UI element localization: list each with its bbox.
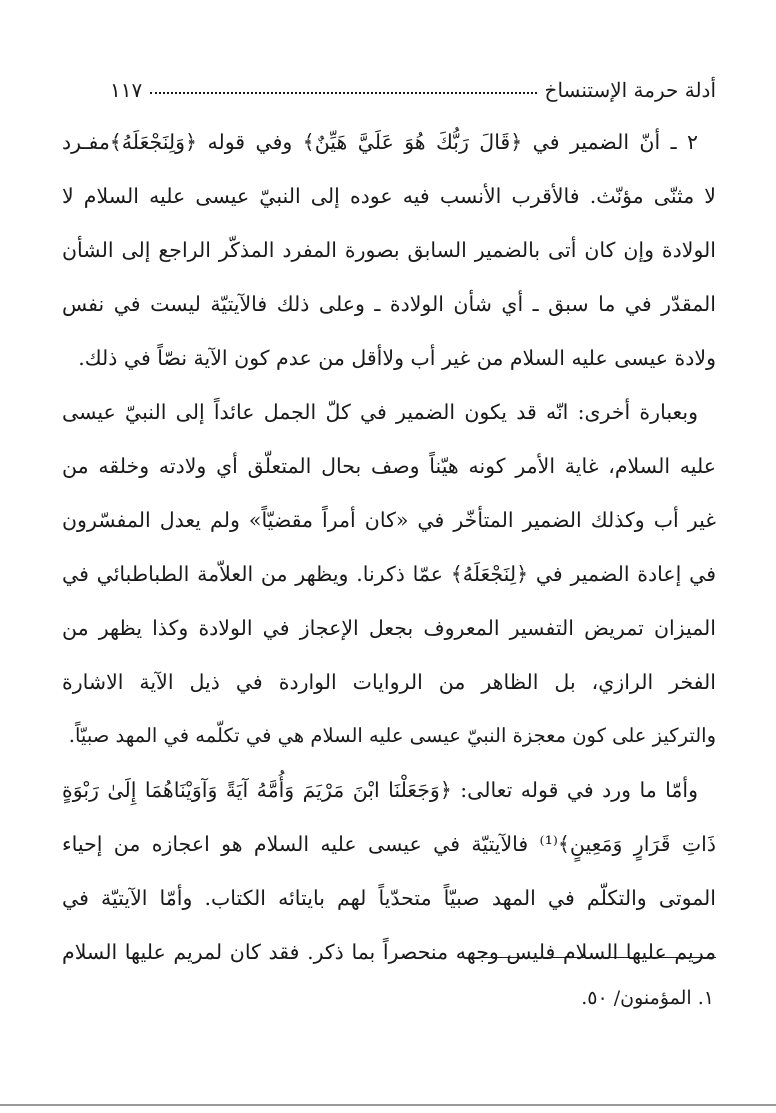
main-text — [62, 115, 716, 979]
text-line: ذَاتِ قَرَارٍ وَمَعِينٍ﴾⁽¹⁾ فالآيتيّة في عيسى عليه السلام هو اعجازه من إحياء — [62, 832, 716, 856]
text-line: ٢ ـ أنّ الضمير في ﴿قَالَ رَبُّكَ هُوَ عَلَيَّ هَيِّنٌ﴾ وفي قوله ﴿وَلِنَجْعَلَهُ﴾مفـرد — [62, 130, 698, 154]
text-line: الموتى والتكلّم في المهد صبيّاً متحدّياً لهم بايتائه الكتاب. وأمّا الآيتيّة في — [62, 886, 716, 910]
text-line: غير أب وكذلك الضمير المتأخّر في «كان أمراً مقضيّاً» ولم يعدل المفسّرون — [62, 508, 716, 532]
text-line: المقدّر في ما سبق ـ أي شأن الولادة ـ وعلى ذلك فالآيتيّة ليست في نفس — [62, 292, 716, 316]
dot-leader — [150, 92, 536, 94]
text-line: الولادة وإن كان أتى بالضمير السابق بصورة المفرد المذكّر الراجع إلى الشأن — [62, 238, 716, 262]
text-line: وأمّا ما ورد في قوله تعالى: ﴿وَجَعَلْنَا ابْنَ مَرْيَمَ وَأُمَّهُ آيَةً وَآوَيْنَاهُمَا إِلَىٰ رَبْوَةٍ — [62, 778, 698, 802]
text-line: عليه السلام، غاية الأمر كونه هيّناً وصف بحال المتعلّق أي ولادته وخلقه من — [62, 454, 716, 478]
running-header — [110, 70, 716, 110]
text-line: في إعادة الضمير في ﴿لِنَجْعَلَهُ﴾ عمّا ذكرنا. ويظهر من العلاّمة الطباطبائي في — [62, 562, 716, 586]
page-bottom-edge — [0, 1104, 776, 1106]
text-line: وبعبارة أخرى: انّه قد يكون الضمير في كلّ الجمل عائداً إلى النبيّ عيسى — [62, 400, 698, 424]
text-line: الفخر الرازي، بل الظاهر من الروايات الواردة في ذيل الآية الاشارة — [62, 670, 716, 694]
footnote-divider — [476, 957, 716, 958]
footnote: ١. المؤمنون/ ٥٠. — [581, 987, 714, 1009]
text-line: ولادة عيسى عليه السلام من غير أب ولاأقل من عدم كون الآية نصّاً في ذلك. — [78, 346, 716, 370]
text-line: لا مثنّى مؤنّث. فالأقرب الأنسب فيه عوده إلى النبيّ عيسى عليه السلام لا — [62, 184, 716, 208]
text-line: الميزان تمريض التفسير المعروف بجعل الإعجاز في الولادة وكذا يظهر من — [62, 616, 716, 640]
text-line: والتركيز على كون معجزة النبيّ عيسى عليه السلام هي في تكلّمه في المهد صبيّاً. — [68, 724, 716, 747]
page-number: ١١٧ — [110, 78, 143, 102]
text-line: مريم عليها السلام فليس وجهه منحصراً بما ذكر. فقد كان لمريم عليها السلام — [62, 940, 716, 964]
chapter-title: أدلة حرمة الإستنساخ — [544, 78, 716, 102]
